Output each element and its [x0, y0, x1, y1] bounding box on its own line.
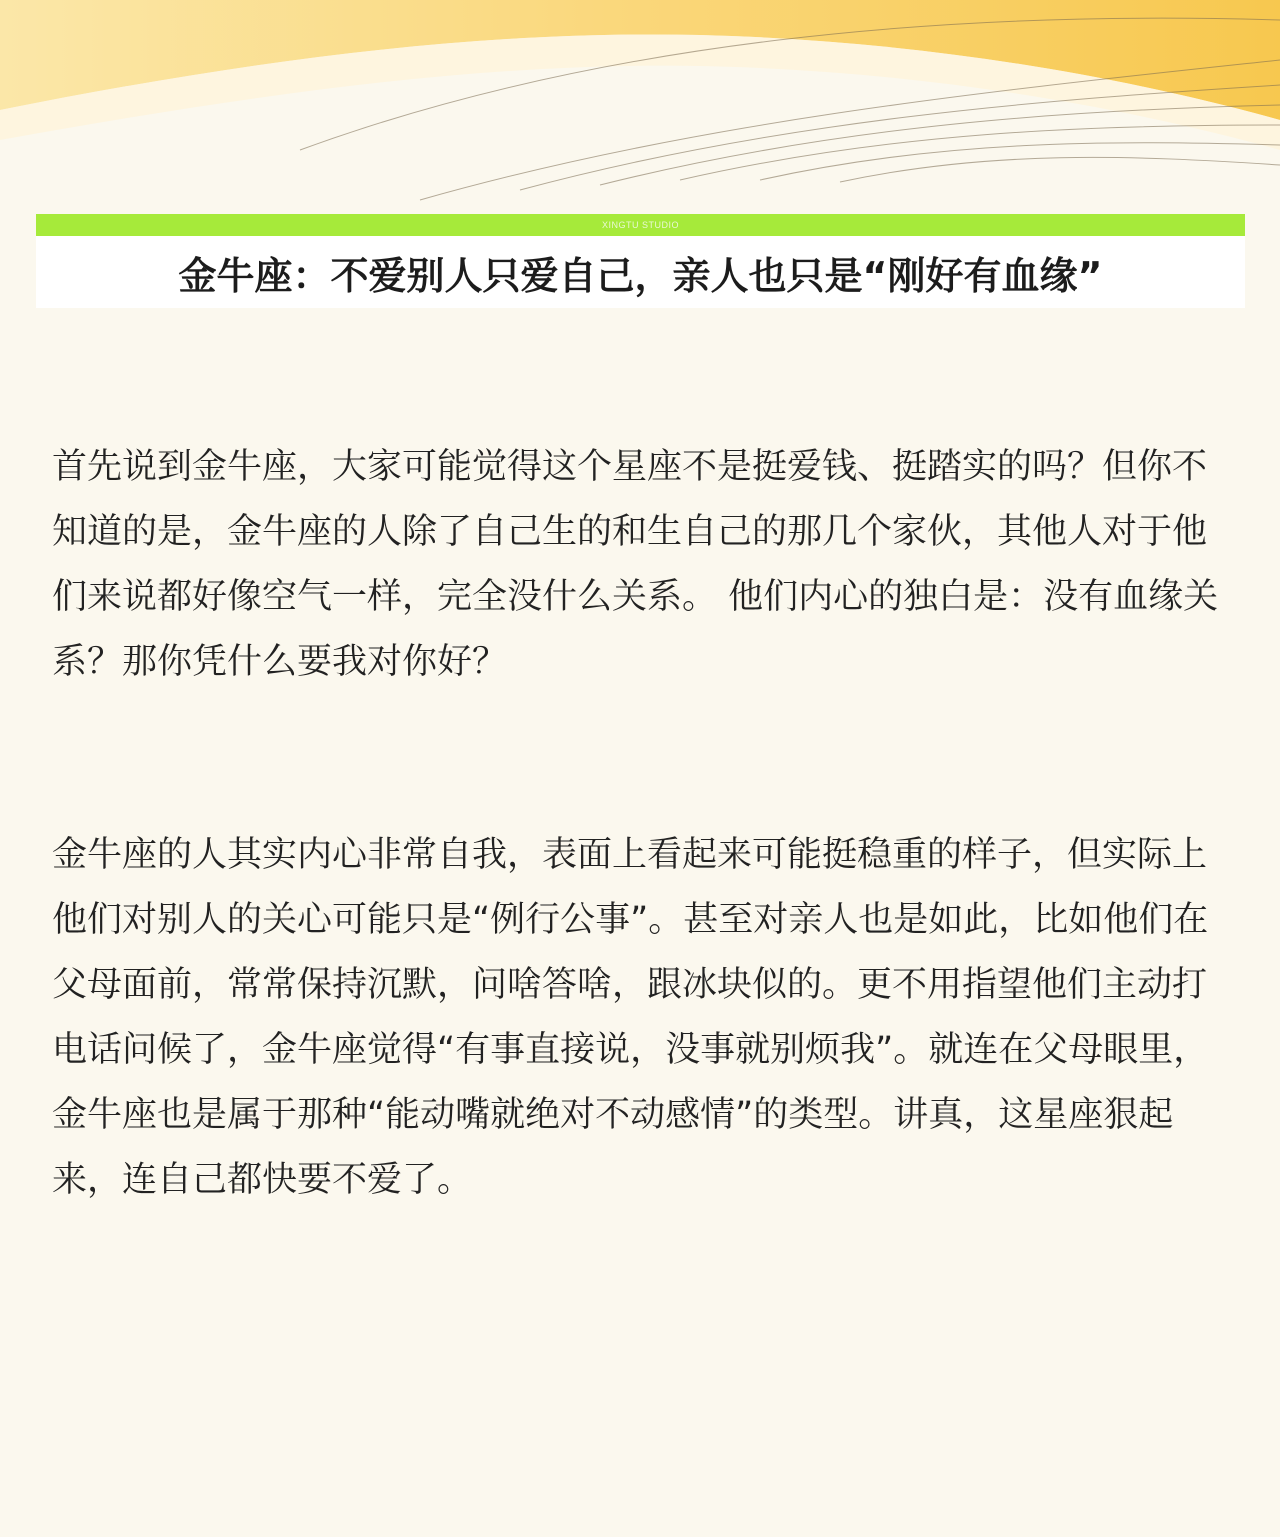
page-title: 金牛座：不爱别人只爱自己，亲人也只是“刚好有血缘”	[178, 253, 1103, 298]
title-accent-strip	[36, 214, 1245, 236]
title-card	[36, 214, 1245, 308]
body-paragraph-1: 首先说到金牛座，大家可能觉得这个星座不是挺爱钱、挺踏实的吗？但你不知道的是，金牛座的人除了自己生的和生自己的那几个家伙，其他人对于他们来说都好像空气一样，完全没什么关系。 他们内心的独白是：没有血缘关系？那你凭什么要我对你好？	[52, 447, 1219, 682]
studio-watermark: XINGTU STUDIO	[601, 220, 679, 230]
body-paragraph-2: 金牛座的人其实内心非常自我，表面上看起来可能挺稳重的样子，但实际上他们对别人的关心可能只是“例行公事”。甚至对亲人也是如此，比如他们在父母面前，常常保持沉默，问啥答啥，跟冰块似的。更不用指望他们主动打电话问候了，金牛座觉得“有事直接说，没事就别烦我”。就连在父母眼里，金牛座也是属于那种“能动嘴就绝对不动感情”的类型。讲真，这星座狠起来，连自己都快要不爱了。	[52, 835, 1209, 1200]
